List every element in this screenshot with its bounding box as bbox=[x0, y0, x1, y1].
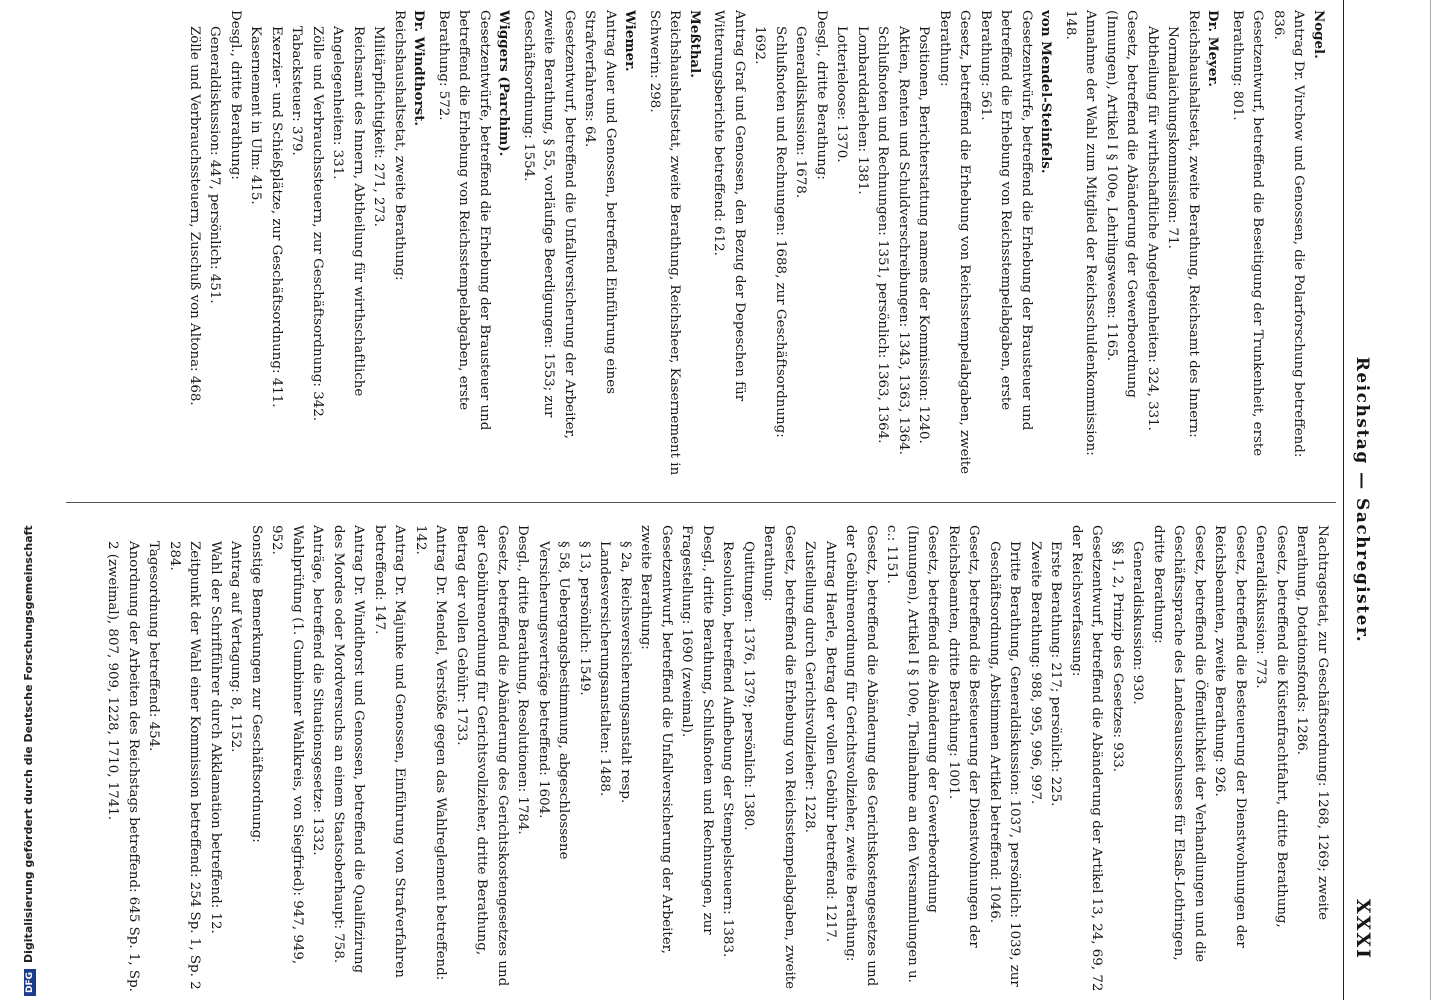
index-entry: Schlußnoten und Rechnungen: 1688, zur Geschäftsordnung: 1692. bbox=[752, 26, 788, 438]
index-entry: Nachtragsetat, zur Geschäftsordnung: 1268, 1269; zweite Berathung, Dotationsfonds: 1286. bbox=[1294, 525, 1330, 921]
index-entry: Generaldiskussion: 930. bbox=[1130, 541, 1146, 705]
index-entry: Reichshaushaltsetat, zweite Berathung: bbox=[392, 10, 407, 281]
index-entry: Antrag Haerle, Betrag der vollen Gebühr betreffend: 1217. bbox=[823, 541, 838, 943]
index-entry: Gesetz, betreffend die Erhebung von Reichsstempelabgaben, zweite Berathung: bbox=[761, 525, 797, 990]
index-entry: Desgl., dritte Berathung, Resolutionen: 1784. bbox=[515, 525, 531, 835]
index-entry: Desgl., dritte Berathung: bbox=[228, 10, 243, 180]
index-entry: Militärpflichtigkeit: 271, 273. bbox=[371, 26, 387, 227]
index-entry: Gesetzentwürfe, betreffend die Erhebung der Brausteuer und betreffend die Erhebung von Reichsstempelabgaben, erste Berathung: 572. bbox=[436, 10, 492, 431]
speaker-heading: Wiemer. bbox=[622, 10, 639, 72]
index-entry: Generaldiskussion: 447, persönlich: 451. bbox=[207, 26, 223, 304]
index-entry: Zustellung durch Gerichtsvollzieher: 1228. bbox=[802, 541, 818, 833]
index-entry: Antrag Dr. Virchow und Genossen, die Polarforschung betreffend: 836. bbox=[1271, 10, 1307, 458]
document-page bbox=[54, 0, 1384, 1000]
index-entry: Wahl der Schriftführer durch Akklamation betreffend: 12. bbox=[208, 541, 223, 934]
index-entry: Anordnung der Arbeiten des Reichstags betreffend: 645 Sp. 1, Sp. 2 (zweimal), 807, 909, 1228, 1710, 1741. bbox=[105, 541, 141, 992]
page-edge bbox=[1430, 0, 1431, 1000]
index-entry: Exerzier- und Schießplätze, zur Geschäftsordnung: 411. bbox=[269, 26, 284, 408]
index-entry: Antrag auf Vertagung: 8, 1152. bbox=[228, 541, 244, 753]
credit-text: Digitalisierung gefördert durch die Deutsche Forschungsgemeinschaft bbox=[22, 525, 35, 963]
speaker-heading: Dr. Meyer. bbox=[1205, 10, 1222, 87]
dfg-logo-icon: DFG bbox=[24, 969, 36, 996]
index-entry: Gesetz, betreffend die Besteuerung der Dienstwohnungen der Reichsbeamten, dritte Berathung: 1001. bbox=[946, 525, 982, 948]
index-entry: Sonstige Bemerkungen zur Geschäftsordnung: bbox=[249, 525, 264, 843]
index-entry: Gesetz, betreffend die Abänderung des Gerichtskostengesetzes und der Gebührenordnung für Gerichtsvollzieher, dritte Berathung, Betrag der vollen Gebühr: 1733. bbox=[454, 525, 510, 987]
index-entry: Reichshaushaltsetat, zweite Berathung, Reichsamt des Innern: bbox=[1186, 10, 1201, 438]
index-entry: Antrag Graf und Genossen, den Bezug der Depeschen für Witterungsberichte betreffend: 612. bbox=[711, 10, 747, 402]
index-entry: Wahlprüfung (1. Gumbinner Wahlkreis, von Siegfried): 947, 949, 952. bbox=[269, 525, 305, 965]
index-entry: §§ 1, 2, Prinzip des Gesetzes: 933. bbox=[1110, 541, 1125, 773]
index-entry: Antrag Auer und Genossen, betreffend Einführung eines Strafverfahrens: 64. bbox=[582, 10, 618, 395]
index-entry: Kasernement in Ulm: 415. bbox=[248, 26, 264, 205]
index-entry: Gesetzentwurf, betreffend die Unfallversicherung der Arbeiter, zweite Berathung, § 55, vorläufige Beerdigungen: 1553; zur Geschäftsordnung: 1554. bbox=[521, 10, 577, 439]
speaker-heading: Nogel. bbox=[1311, 10, 1327, 59]
index-entry: Erste Berathung: 217; persönlich: 225. bbox=[1048, 541, 1064, 807]
index-entry: Lombarddarlehen: 1381. bbox=[855, 26, 870, 195]
index-entry: Desgl., dritte Berathung: bbox=[814, 10, 829, 180]
index-entry: Annahme der Wahl zum Mitglied der Reichsschuldenkommission: 148. bbox=[1063, 10, 1099, 456]
index-entry: Zweite Berathung: 988, 995, 996, 997. bbox=[1028, 541, 1043, 805]
index-entry: Quittungen: 1376, 1379; persönlich: 1380. bbox=[741, 541, 756, 831]
speaker-heading: Dr. Windthorst. bbox=[411, 10, 428, 127]
index-entry: Schlußnoten und Rechnungen: 1351, persönlich: 1363, 1364. bbox=[875, 26, 891, 444]
index-entry: Gesetzentwurf, betreffend die Unfallversicherung der Arbeiter, zweite Berathung: bbox=[638, 525, 674, 954]
index-entry: Reichsamt des Innern, Abtheilung für wirthschaftliche Angelegenheiten: 331. bbox=[330, 26, 366, 397]
index-column-first bbox=[72, 10, 1332, 480]
index-entry: Gesetzentwürfe, betreffend die Erhebung der Brausteuer und betreffend die Erhebung von Reichsstempelabgaben, erste Berathung: 561. bbox=[978, 10, 1034, 431]
index-entry: § 58, Uebergangsbestimmung, abgeschlossene Versicherungsverträge betreffend: 1604. bbox=[536, 541, 572, 860]
index-entry: Gesetz, betreffend die Abänderung der Gewerbeordnung (Innungen), Artikel I § 100e, Lehrlingswesen: 1165. bbox=[1104, 10, 1140, 398]
index-entry: Antrag Dr. Majunke und Genossen, Einführung von Strafverfahren betreffend: 147. bbox=[372, 525, 408, 978]
index-entry: Anträge, betreffend die Situationsgesetze: 1332. bbox=[310, 525, 326, 856]
index-entry: Lotterieloose: 1370. bbox=[834, 26, 850, 163]
index-entry: Reichshaushaltsetat, zweite Berathung, Reichsheer, Kasernement in Schwerin: 298. bbox=[647, 10, 683, 476]
speaker-heading: Meßthal. bbox=[687, 10, 703, 78]
index-entry: Abtheilung für wirthschaftliche Angelegenheiten: 324, 331. bbox=[1145, 26, 1160, 431]
index-entry: Gesetz, betreffend die Küstenfrachtfahrt, dritte Berathung, Generaldiskussion: 773. bbox=[1253, 525, 1289, 928]
index-entry: Resolution, betreffend Aufhebung der Stempelsteuern: 1383. bbox=[720, 541, 736, 958]
speaker-heading: Wiggers (Parchim). bbox=[496, 10, 513, 157]
index-entry: Positionen, Berichterstattung namens der Kommission: 1240. bbox=[916, 26, 932, 444]
index-entry: Tabacksteuer: 379. bbox=[289, 26, 305, 156]
index-entry: Gesetzentwurf, betreffend die Abänderung der Artikel 13, 24, 69, 72 der Reichsverfassung: bbox=[1069, 525, 1105, 992]
speaker-heading: von Mendel-Steinfels. bbox=[1038, 10, 1055, 174]
index-entry: Gesetz, betreffend die Besteuerung der Dienstwohnungen der Reichsbeamten, zweite Berathung: 926. bbox=[1212, 525, 1248, 948]
index-entry: Gesetz, betreffend die Abänderung des Gerichtskostengesetzes und der Gebührenordnung für Gerichtsvollzieher, zweite Berathung: bbox=[843, 525, 879, 987]
running-title: Reichstag — Sachregister. bbox=[1352, 356, 1372, 644]
index-entry: Desgl., dritte Berathung, Schlußnoten und Rechnungen, zur Fragestellung: 1690 (zweimal). bbox=[679, 525, 715, 935]
index-entry: Normalaichungskommission: 71. bbox=[1165, 26, 1181, 249]
index-entry: Gesetz, betreffend die Öffentlichkeit der Verhandlungen und die Geschäftssprache des Landesausschusses für Elsaß-Lothringen, dritte Berathung: bbox=[1151, 525, 1207, 963]
index-entry: Generaldiskussion: 1678. bbox=[793, 26, 809, 199]
index-entry: Antrag Dr. Mendel, Verstöße gegen das Wahlreglement betreffend: 142. bbox=[413, 525, 449, 981]
index-entry: Gesetz, betreffend die Abänderung der Gewerbeordnung (Innungen), Artikel I § 100e, Theilnahme an den Versammlungen u. c.: 1151. bbox=[884, 525, 941, 983]
index-entry: § 13, persönlich: 1549. bbox=[577, 541, 592, 696]
page-header bbox=[1343, 0, 1384, 1000]
index-entry: Zeitpunkt der Wahl einer Kommission betreffend: 254 Sp. 1, Sp. 2 284. bbox=[167, 541, 203, 990]
index-column-second bbox=[72, 525, 1332, 995]
index-entry: Aktien, Renten und Schuldverschreibungen: 1343, 1363, 1364. bbox=[896, 26, 911, 455]
page-number: XXXI bbox=[1352, 898, 1374, 960]
index-entry: Tagesordnung betreffend: 454. bbox=[146, 541, 162, 752]
digitization-credit bbox=[22, 0, 36, 996]
index-entry: § 2a, Reichsversicherungsanstalt resp. Landesversicherungsanstalten: 1488. bbox=[597, 541, 633, 804]
index-entry: Zölle und Verbrauchssteuern, zur Geschäftsordnung: 342. bbox=[310, 26, 325, 422]
column-divider bbox=[66, 502, 1336, 503]
index-entry: Antrag Dr. Windthorst und Genossen, betreffend die Qualifizirung des Mordes oder Mordversuchs an einem Staatsoberhaupt: 758. bbox=[331, 525, 367, 974]
index-entry: Gesetzentwurf, betreffend die Beseitigung der Trunkenheit, erste Berathung: 801. bbox=[1230, 10, 1266, 457]
scan-margin bbox=[0, 0, 20, 1000]
index-entry: Gesetz, betreffend die Erhebung von Reichsstempelabgaben, zweite Berathung: bbox=[937, 10, 973, 475]
index-entry: Zölle und Verbrauchssteuern, Zuschuß von Altona: 468. bbox=[187, 26, 202, 406]
index-entry: Dritte Berathung, Generaldiskussion: 1037, persönlich: 1039, zur Geschäftsordnung, Abstimmen Artikel betreffend: 1046. bbox=[987, 541, 1023, 987]
